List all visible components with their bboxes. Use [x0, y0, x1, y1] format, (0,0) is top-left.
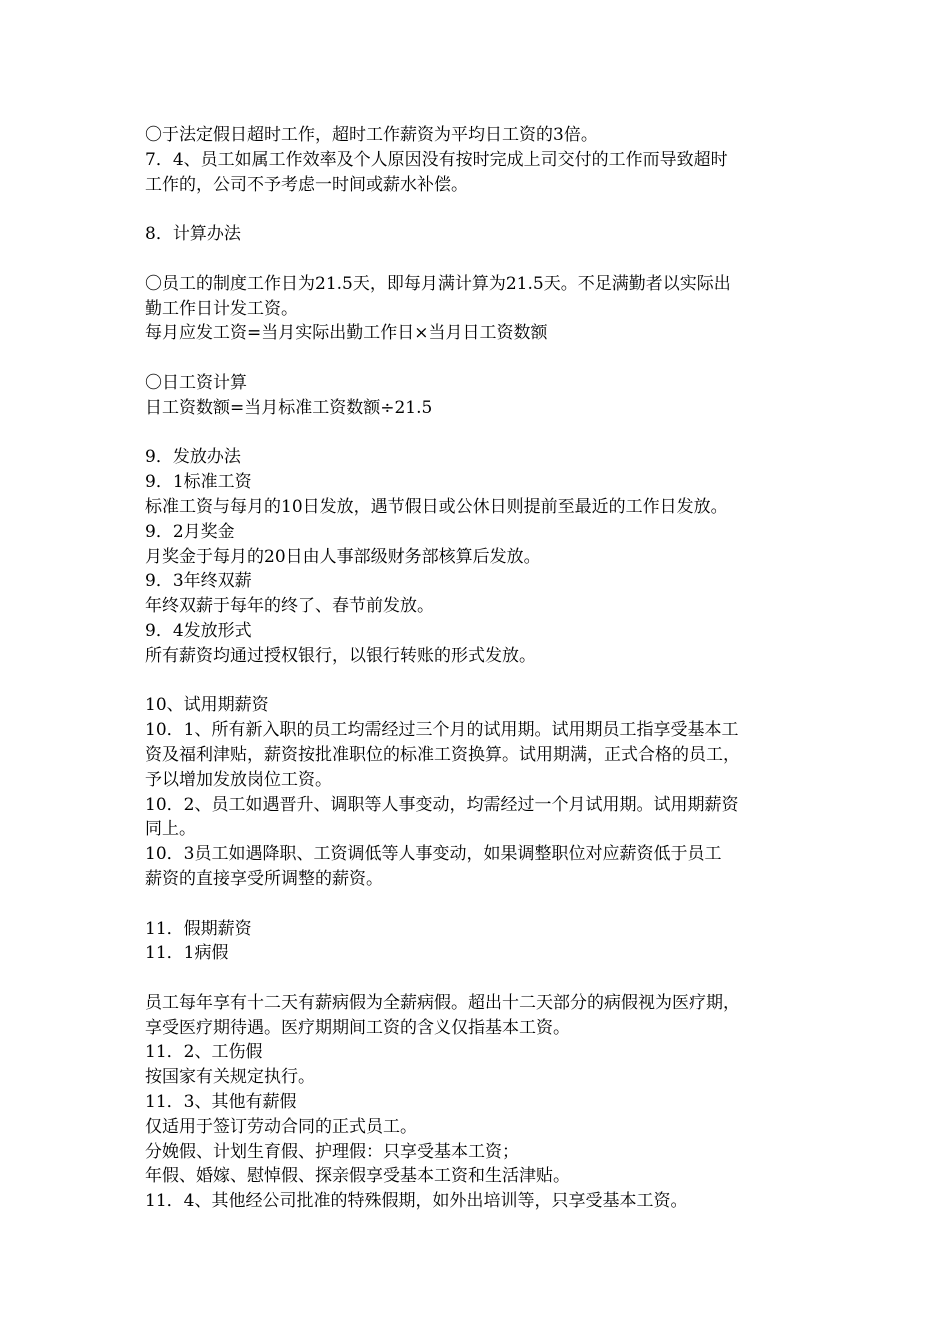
- document-body: [145, 123, 825, 1214]
- text-line: 〇员工的制度工作日为21.5天，即每月满计算为21.5天。不足满勤者以实际出: [145, 273, 731, 294]
- blank-line: [145, 197, 825, 222]
- blank-line: [145, 346, 825, 371]
- text-line: 按国家有关规定执行。: [145, 1067, 315, 1088]
- blank-line: [145, 421, 825, 446]
- text-line: 10．2、员工如遇晋升、调职等人事变动，均需经过一个月试用期。试用期薪资: [145, 794, 739, 815]
- text-line: 同上。: [145, 819, 196, 840]
- text-line: 仅适用于签订劳动合同的正式员工。: [145, 1116, 417, 1137]
- text-line: 11．2、工伤假: [145, 1042, 263, 1063]
- text-line: 10、试用期薪资: [145, 695, 269, 716]
- text-line: 工作的，公司不予考虑一时间或薪水补偿。: [145, 174, 468, 195]
- text-line: 标准工资与每月的10日发放，遇节假日或公休日则提前至最近的工作日发放。: [145, 496, 728, 517]
- text-line: 9．3年终双薪: [145, 571, 252, 592]
- text-line: 薪资的直接享受所调整的薪资。: [145, 868, 383, 889]
- text-line: 予以增加发放岗位工资。: [145, 769, 332, 790]
- text-line: 8．计算办法: [145, 224, 241, 245]
- text-line: 10．3员工如遇降职、工资调低等人事变动，如果调整职位对应薪资低于员工: [145, 844, 722, 865]
- text-line: 勤工作日计发工资。: [145, 298, 298, 319]
- text-line: 员工每年享有十二天有薪病假为全薪病假。超出十二天部分的病假视为医疗期，: [145, 992, 740, 1013]
- text-line: 11．3、其他有薪假: [145, 1092, 297, 1113]
- text-line: 9．1标准工资: [145, 472, 252, 493]
- blank-line: [145, 247, 825, 272]
- blank-line: [145, 669, 825, 694]
- text-line: 〇日工资计算: [145, 372, 247, 393]
- text-line: 资及福利津贴，薪资按批准职位的标准工资换算。试用期满，正式合格的员工，: [145, 744, 740, 765]
- text-line: 年终双薪于每年的终了、春节前发放。: [145, 596, 434, 617]
- text-line: 11．1病假: [145, 943, 229, 964]
- text-line: 〇于法定假日超时工作，超时工作薪资为平均日工资的3倍。: [145, 125, 598, 145]
- text-line: 9．2月奖金: [145, 521, 235, 542]
- text-line: 9．发放办法: [145, 447, 241, 468]
- text-line: 9．4发放形式: [145, 620, 252, 641]
- text-line: 10．1、所有新入职的员工均需经过三个月的试用期。试用期员工指享受基本工: [145, 720, 739, 741]
- text-line: 月奖金于每月的20日由人事部级财务部核算后发放。: [145, 546, 541, 567]
- text-line: 每月应发工资=当月实际出勤工作日×当月日工资数额: [145, 323, 548, 344]
- text-line: 年假、婚嫁、慰悼假、探亲假享受基本工资和生活津贴。: [145, 1166, 570, 1187]
- text-line: 享受医疗期待遇。医疗期期间工资的含义仅指基本工资。: [145, 1017, 570, 1038]
- text-line: 分娩假、计划生育假、护理假：只享受基本工资；: [145, 1141, 519, 1162]
- text-line: 11．4、其他经公司批准的特殊假期，如外出培训等，只享受基本工资。: [145, 1191, 688, 1212]
- text-line: 日工资数额=当月标准工资数额÷21.5: [145, 397, 433, 418]
- text-line: 所有薪资均通过授权银行，以银行转账的形式发放。: [145, 645, 536, 666]
- blank-line: [145, 892, 825, 917]
- text-line: 7．4、员工如属工作效率及个人原因没有按时完成上司交付的工作而导致超时: [145, 149, 728, 170]
- text-line: 11．假期薪资: [145, 918, 252, 939]
- blank-line: [145, 966, 825, 991]
